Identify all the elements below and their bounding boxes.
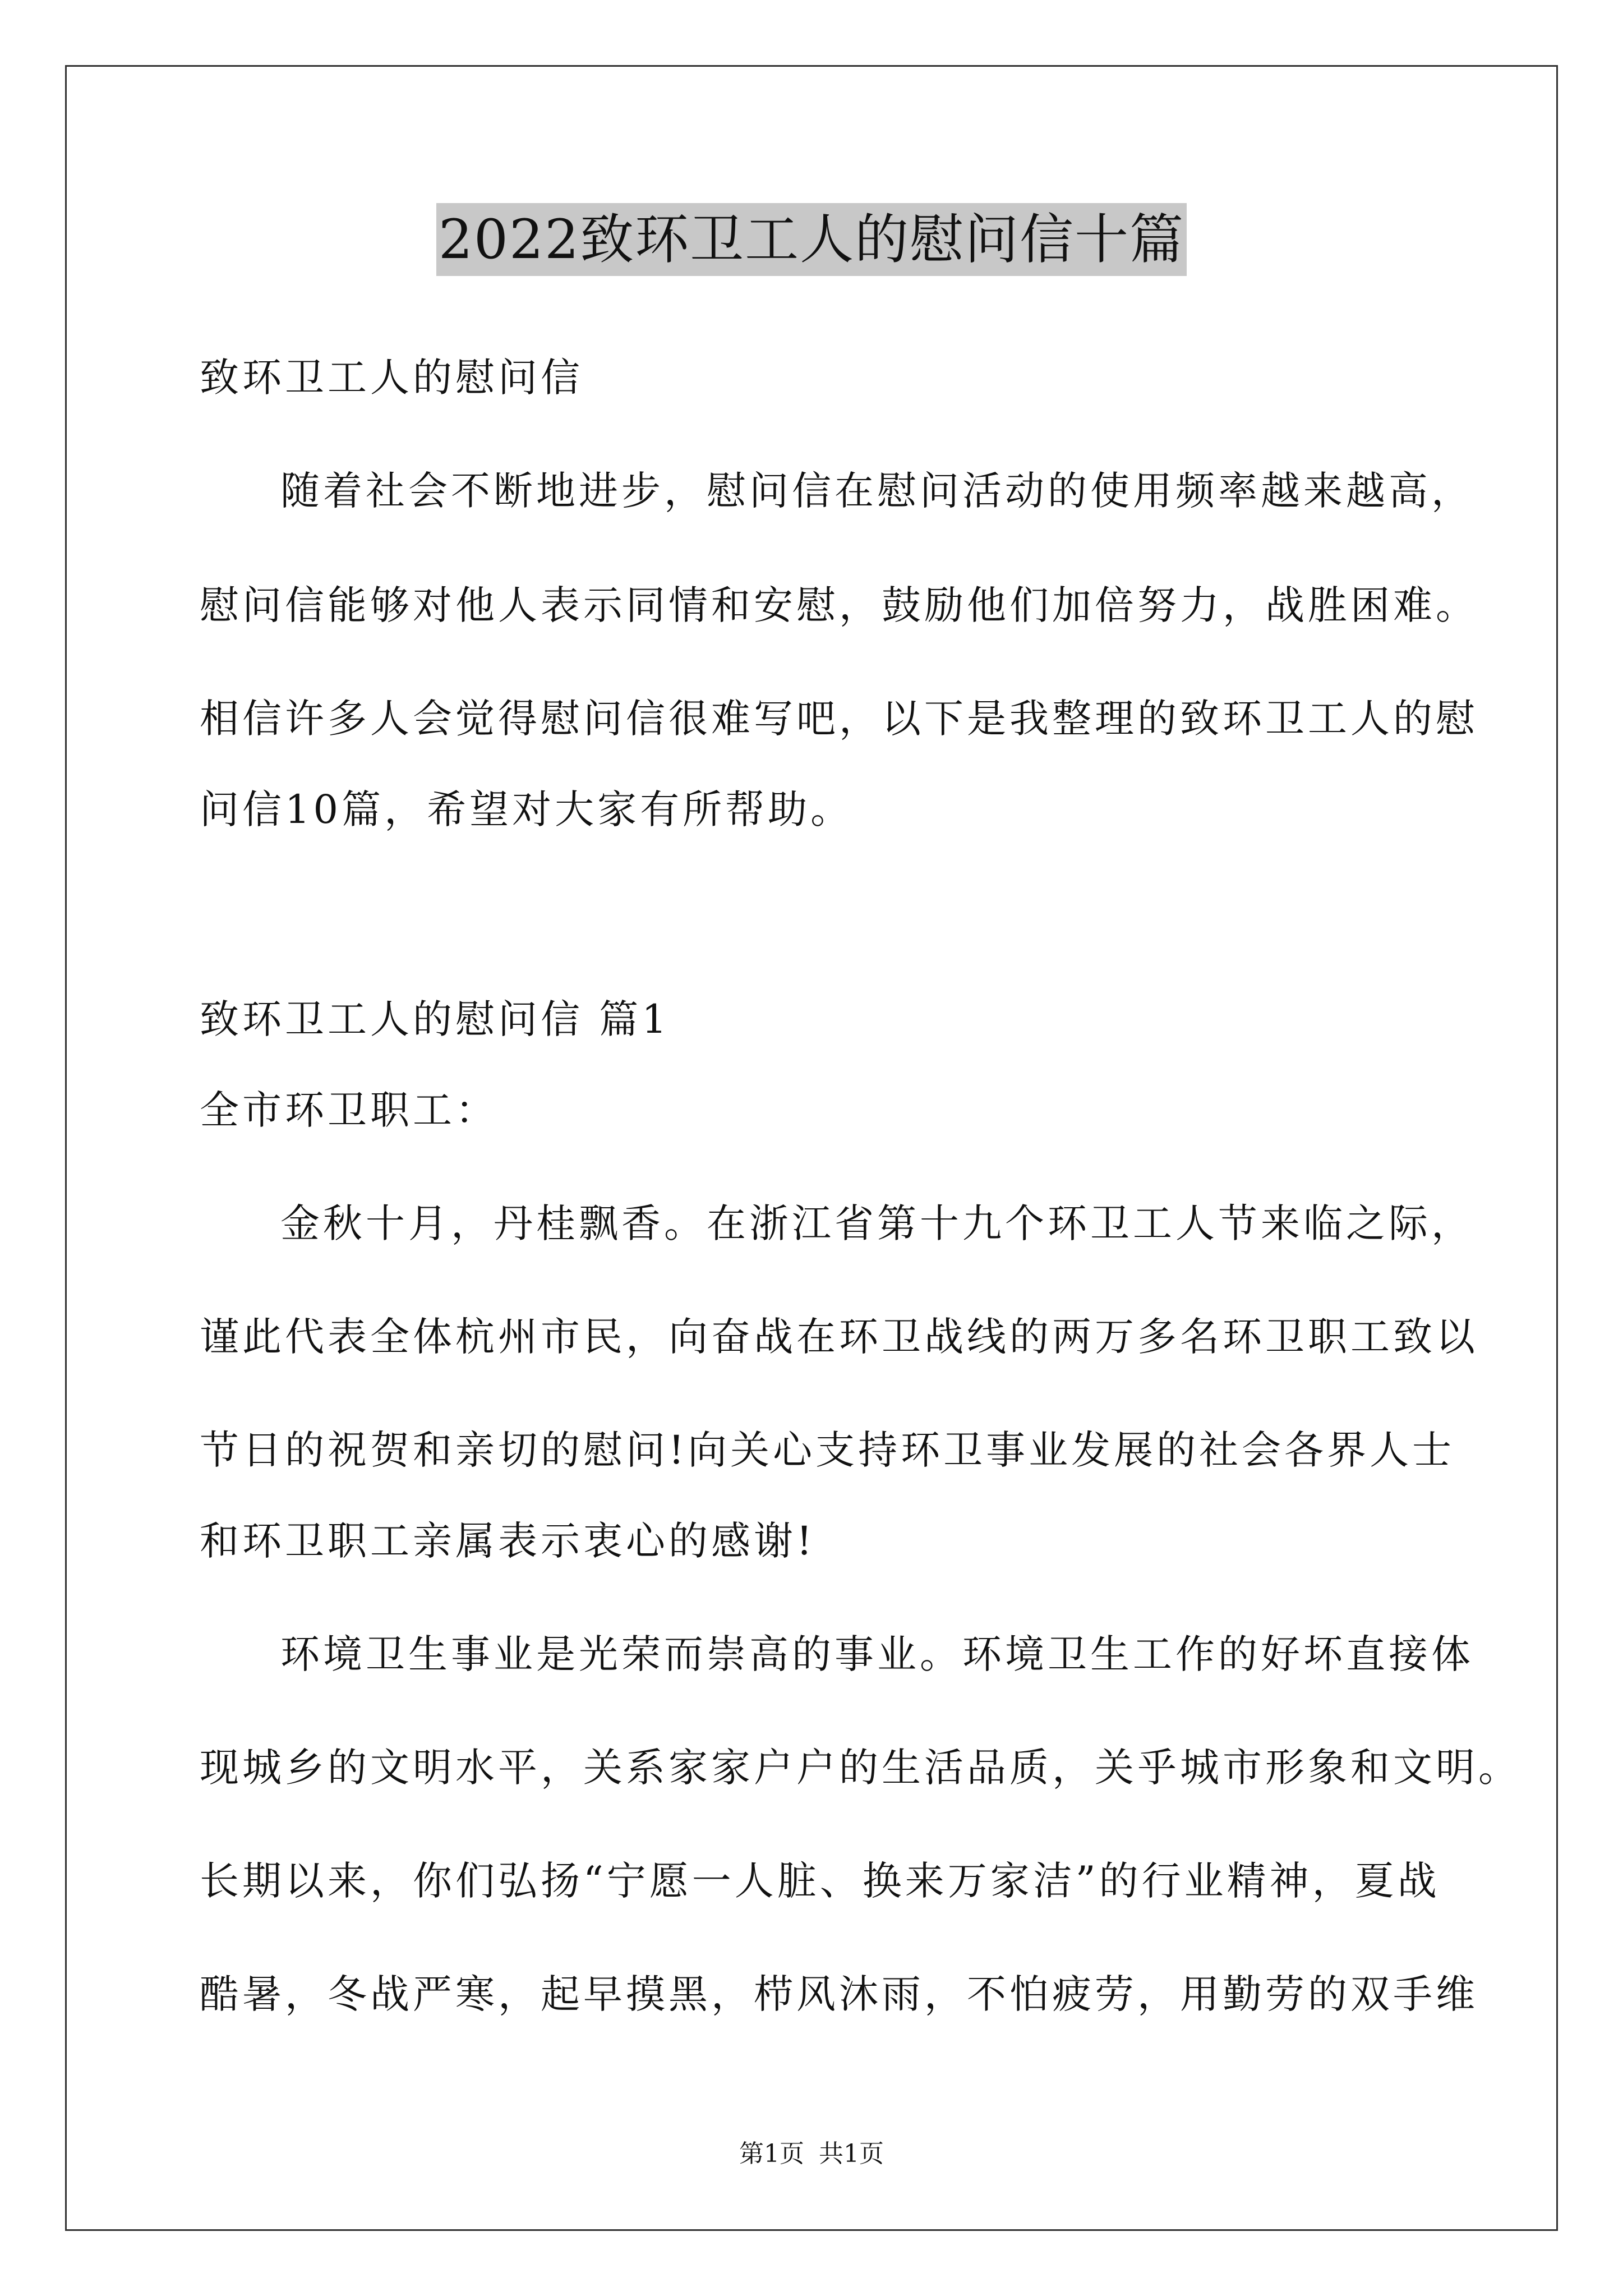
paragraph-line: 随着社会不断地进步，慰问信在慰问活动的使用频率越来越高， — [280, 468, 1474, 514]
paragraph-line: 慰问信能够对他人表示同情和安慰，鼓励他们加倍努力，战胜困难。 — [200, 582, 1478, 628]
paragraph-line: 节日的祝贺和亲切的慰问!向关心支持环卫事业发展的社会各界人士 — [200, 1427, 1455, 1473]
paragraph-line: 金秋十月，丹桂飘香。在浙江省第十九个环卫工人节来临之际， — [280, 1200, 1474, 1246]
paragraph-line: 现城乡的文明水平，关系家家户户的生活品质，关乎城市形象和文明。 — [200, 1745, 1521, 1791]
section-heading: 致环卫工人的慰问信 — [200, 355, 583, 401]
section-heading: 致环卫工人的慰问信 篇1 — [200, 996, 670, 1042]
paragraph-line: 问信10篇，希望对大家有所帮助。 — [200, 786, 854, 832]
title-container — [0, 203, 1623, 276]
page-number-total: 共1页 — [819, 2139, 884, 2168]
salutation: 全市环卫职工： — [200, 1087, 498, 1133]
page-footer — [0, 2137, 1623, 2171]
paragraph-line: 长期以来，你们弘扬“宁愿一人脏、换来万家洁”的行业精神，夏战 — [200, 1858, 1440, 1904]
paragraph-line: 和环卫职工亲属表示衷心的感谢! — [200, 1518, 816, 1564]
paragraph-line: 环境卫生事业是光荣而崇高的事业。环境卫生工作的好坏直接体 — [280, 1631, 1474, 1677]
document-title: 2022致环卫工人的慰问信十篇 — [436, 203, 1187, 276]
paragraph-line: 酷暑，冬战严寒，起早摸黑，栉风沐雨，不怕疲劳，用勤劳的双手维 — [200, 1971, 1478, 2017]
paragraph-line: 谨此代表全体杭州市民，向奋战在环卫战线的两万多名环卫职工致以 — [200, 1314, 1478, 1360]
paragraph-line: 相信许多人会觉得慰问信很难写吧，以下是我整理的致环卫工人的慰 — [200, 696, 1478, 742]
page-number-current: 第1页 — [739, 2139, 804, 2168]
